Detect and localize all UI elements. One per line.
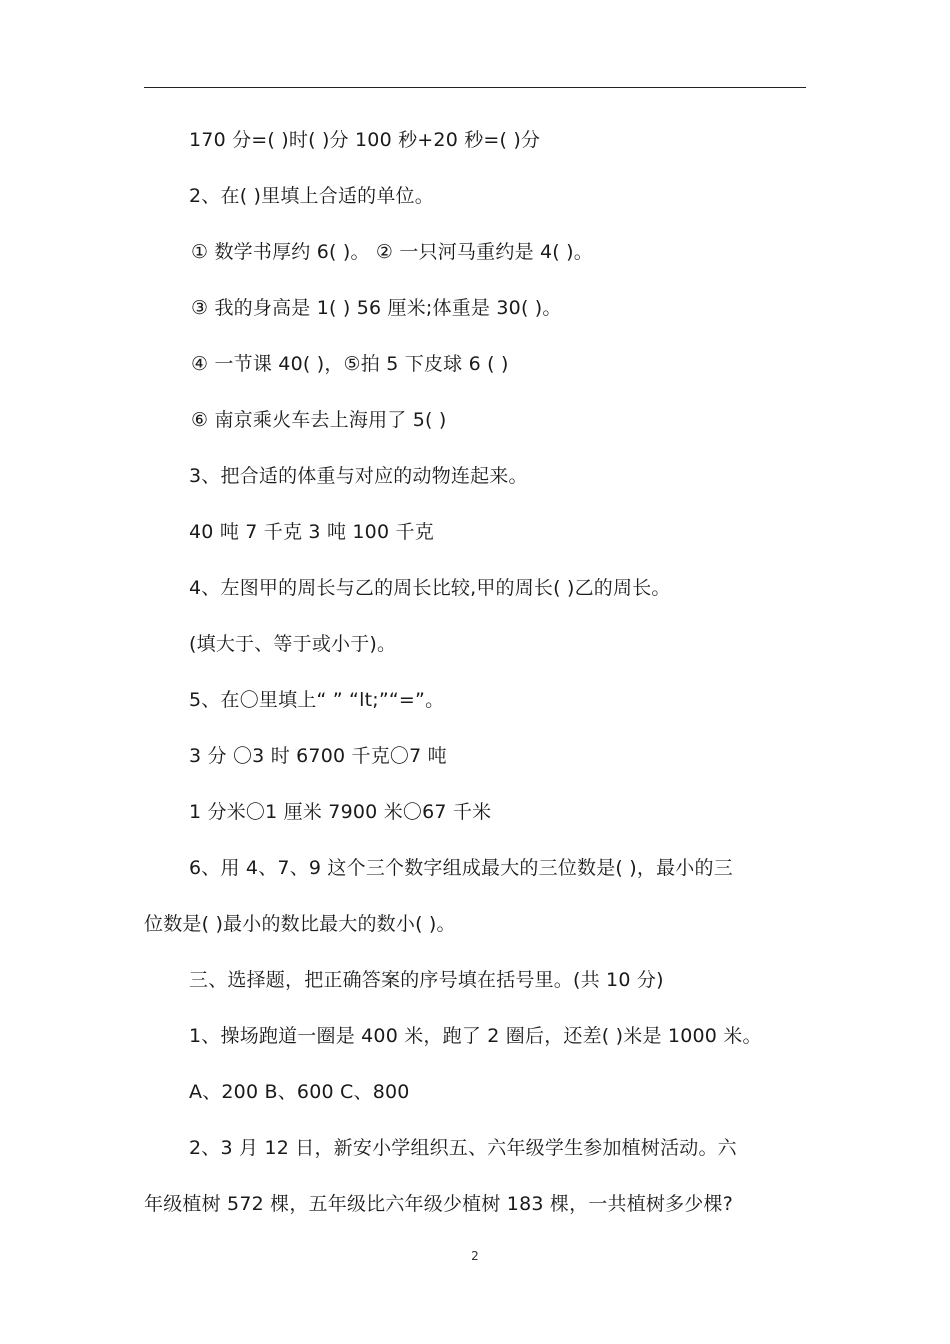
text-line-11: 5、在〇里填上“ ” “lt;”“=”。: [189, 689, 445, 711]
text-line-5: ④ 一节课 40( )，⑤拍 5 下皮球 6 ( ): [191, 353, 509, 375]
text-line-8: 40 吨 7 千克 3 吨 100 千克: [189, 521, 434, 543]
text-line-17: 1、操场跑道一圈是 400 米，跑了 2 圈后，还差( )米是 1000 米。: [189, 1025, 762, 1047]
text-line-6: ⑥ 南京乘火车去上海用了 5( ): [191, 409, 447, 431]
text-line-14: 6、用 4、7、9 这个三个数字组成最大的三位数是( )，最小的三: [189, 857, 733, 879]
text-line-2: 2、在( )里填上合适的单位。: [189, 185, 434, 207]
text-line-18: A、200 B、600 C、800: [189, 1081, 410, 1103]
page-number: 2: [471, 1249, 479, 1263]
text-line-9: 4、左图甲的周长与乙的周长比较,甲的周长( )乙的周长。: [189, 577, 671, 599]
text-line-3: ① 数学书厚约 6( )。 ② 一只河马重约是 4( )。: [191, 241, 593, 263]
text-line-16: 三、选择题，把正确答案的序号填在括号里。(共 10 分): [189, 969, 664, 991]
header-rule: [144, 87, 806, 88]
text-line-12: 3 分 〇3 时 6700 千克〇7 吨: [189, 745, 447, 767]
text-line-20: 年级植树 572 棵，五年级比六年级少植树 183 棵，一共植树多少棵?: [144, 1193, 733, 1215]
text-line-10: (填大于、等于或小于)。: [189, 633, 397, 655]
text-line-19: 2、3 月 12 日，新安小学组织五、六年级学生参加植树活动。六: [189, 1137, 737, 1159]
text-line-13: 1 分米〇1 厘米 7900 米〇67 千米: [189, 801, 492, 823]
text-line-1: 170 分=( )时( )分 100 秒+20 秒=( )分: [189, 129, 541, 151]
text-line-7: 3、把合适的体重与对应的动物连起来。: [189, 465, 528, 487]
text-line-15: 位数是( )最小的数比最大的数小( )。: [144, 913, 456, 935]
text-line-4: ③ 我的身高是 1( ) 56 厘米;体重是 30( )。: [191, 297, 562, 319]
